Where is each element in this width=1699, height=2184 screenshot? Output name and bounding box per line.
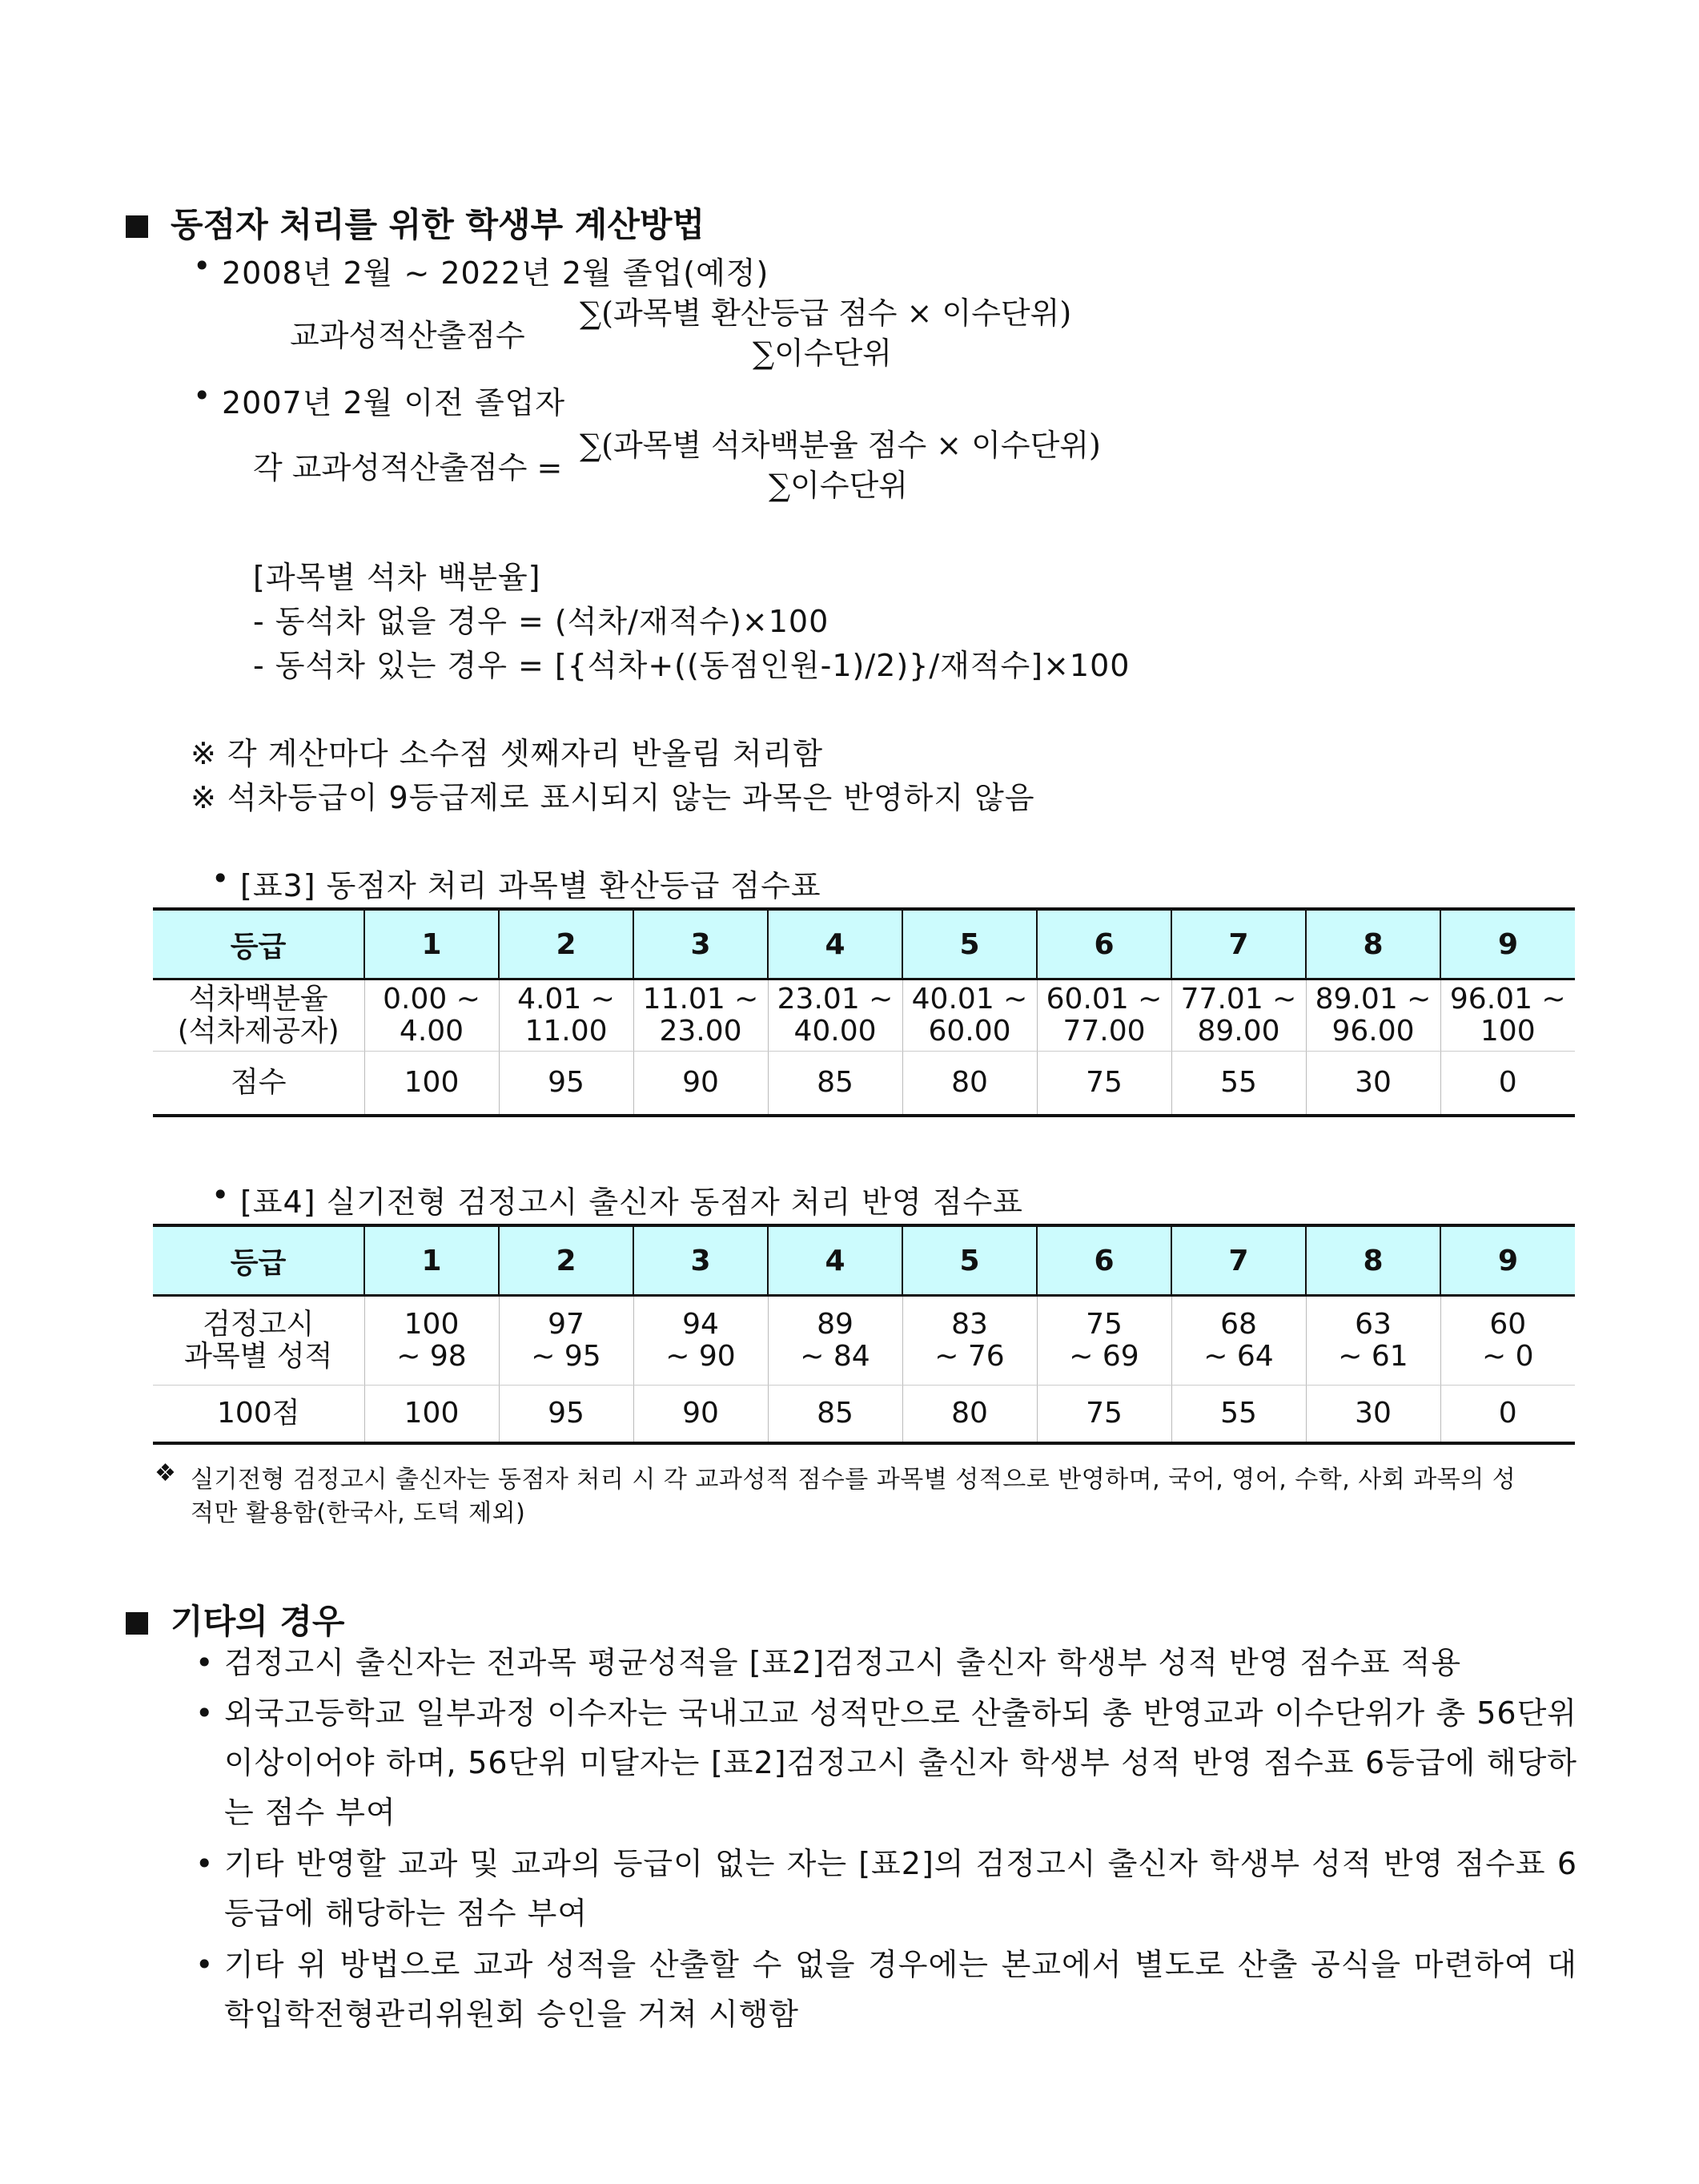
table-row bbox=[153, 979, 1575, 1052]
diamond-note-icon: ❖ bbox=[155, 1459, 176, 1487]
header-cell: 8 bbox=[1306, 1225, 1440, 1296]
header-cell: 3 bbox=[633, 909, 768, 979]
bullet-graduates-2008-2022: • 2008년 2월 ~ 2022년 2월 졸업(예정) bbox=[222, 248, 769, 292]
percentile-case-no-tie: - 동석차 없을 경우 = (석차/재적수)×100 bbox=[253, 604, 829, 639]
percentile-case-tie: - 동석차 있는 경우 = [{석차+((동점인원-1)/2)}/재적수]×100 bbox=[253, 648, 1131, 683]
table-cell: 30 bbox=[1306, 1386, 1440, 1443]
row-label: 석차백분율 (석차제공자) bbox=[153, 979, 364, 1052]
header-cell: 2 bbox=[499, 909, 633, 979]
row-label: 점수 bbox=[153, 1052, 364, 1116]
bullet-graduates-before-2007: • 2007년 2월 이전 졸업자 bbox=[222, 378, 565, 422]
table-cell: 94 ~ 90 bbox=[633, 1296, 768, 1386]
list-item: • 외국고등학교 일부과정 이수자는 국내고교 성적만으로 산출하되 총 반영교과 이수단위가 총 56단위 이상이어야 하며, 56단위 미달자는 [표2]검정고시 출신자 학생부 성적 반영 점수표 6등급에 해당하는 점수 부여 bbox=[224, 1688, 1577, 1837]
table-cell: 30 bbox=[1306, 1052, 1440, 1116]
header-cell: 1 bbox=[364, 909, 499, 979]
table-header-row bbox=[153, 1225, 1575, 1296]
header-cell: 2 bbox=[499, 1225, 633, 1296]
table-header-row bbox=[153, 909, 1575, 979]
table-row bbox=[153, 1052, 1575, 1116]
table-cell: 4.01 ~ 11.00 bbox=[499, 979, 633, 1052]
header-cell: 4 bbox=[768, 909, 902, 979]
section-title-other-cases: 기타의 경우 bbox=[126, 1595, 344, 1643]
table-cell: 40.01 ~ 60.00 bbox=[902, 979, 1037, 1052]
table-row bbox=[153, 1386, 1575, 1443]
formula1-lhs: 교과성적산출점수 bbox=[290, 318, 525, 353]
header-cell: 등급 bbox=[153, 909, 364, 979]
header-cell: 9 bbox=[1440, 909, 1575, 979]
formula2-denominator: ∑이수단위 bbox=[769, 468, 908, 503]
table-cell: 89.01 ~ 96.00 bbox=[1306, 979, 1440, 1052]
table-cell: 96.01 ~ 100 bbox=[1440, 979, 1575, 1052]
table-cell: 75 ~ 69 bbox=[1037, 1296, 1171, 1386]
table3-grade-score bbox=[153, 907, 1575, 1117]
table-cell: 55 bbox=[1171, 1052, 1306, 1116]
square-bullet-icon bbox=[126, 1612, 148, 1635]
table-cell: 68 ~ 64 bbox=[1171, 1296, 1306, 1386]
list-item: • 검정고시 출신자는 전과목 평균성적을 [표2]검정고시 출신자 학생부 성적 반영 점수표 적용 bbox=[224, 1638, 1577, 1687]
table-cell: 83 ~ 76 bbox=[902, 1296, 1037, 1386]
table-cell: 60.01 ~ 77.00 bbox=[1037, 979, 1171, 1052]
formula2-numerator: ∑(과목별 석차백분율 점수 × 이수단위) bbox=[580, 428, 1101, 463]
list-item: • 기타 반영할 교과 및 교과의 등급이 없는 자는 [표2]의 검정고시 출신자 학생부 성적 반영 점수표 6등급에 해당하는 점수 부여 bbox=[224, 1839, 1577, 1938]
table-cell: 97 ~ 95 bbox=[499, 1296, 633, 1386]
header-cell: 8 bbox=[1306, 909, 1440, 979]
table-cell: 80 bbox=[902, 1386, 1037, 1443]
table4-note-line1: 실기전형 검정고시 출신자는 동점자 처리 시 각 교과성적 점수를 과목별 성적으로 반영하며, 국어, 영어, 수학, 사회 과목의 성 bbox=[191, 1466, 1516, 1494]
row-label: 100점 bbox=[153, 1386, 364, 1443]
header-cell: 9 bbox=[1440, 1225, 1575, 1296]
table4-note-line2: 적만 활용함(한국사, 도덕 제외) bbox=[191, 1499, 526, 1527]
header-cell: 3 bbox=[633, 1225, 768, 1296]
table-cell: 85 bbox=[768, 1052, 902, 1116]
table-cell: 75 bbox=[1037, 1052, 1171, 1116]
header-cell: 등급 bbox=[153, 1225, 364, 1296]
header-cell: 5 bbox=[902, 1225, 1037, 1296]
table-cell: 55 bbox=[1171, 1386, 1306, 1443]
row-label: 검정고시 과목별 성적 bbox=[153, 1296, 364, 1386]
header-cell: 5 bbox=[902, 909, 1037, 979]
table-cell: 89 ~ 84 bbox=[768, 1296, 902, 1386]
header-cell: 7 bbox=[1171, 1225, 1306, 1296]
header-cell: 7 bbox=[1171, 909, 1306, 979]
note-non-9-grade: ※ 석차등급이 9등급제로 표시되지 않는 과목은 반영하지 않음 bbox=[191, 780, 1035, 815]
table-cell: 77.01 ~ 89.00 bbox=[1171, 979, 1306, 1052]
formula1-denominator: ∑이수단위 bbox=[753, 336, 892, 371]
table-cell: 11.01 ~ 23.00 bbox=[633, 979, 768, 1052]
table-cell: 100 ~ 98 bbox=[364, 1296, 499, 1386]
note-rounding: ※ 각 계산마다 소수점 셋째자리 반올림 처리함 bbox=[191, 736, 824, 771]
table4-geomjeong-score bbox=[153, 1224, 1575, 1445]
table-cell: 0 bbox=[1440, 1386, 1575, 1443]
header-cell: 1 bbox=[364, 1225, 499, 1296]
list-item: • 기타 위 방법으로 교과 성적을 산출할 수 없을 경우에는 본교에서 별도로 산출 공식을 마련하여 대학입학전형관리위원회 승인을 거쳐 시행함 bbox=[224, 1940, 1577, 2039]
header-cell: 4 bbox=[768, 1225, 902, 1296]
table-cell: 0.00 ~ 4.00 bbox=[364, 979, 499, 1052]
table-cell: 60 ~ 0 bbox=[1440, 1296, 1575, 1386]
table3-caption: • [표3] 동점자 처리 과목별 환산등급 점수표 bbox=[240, 861, 821, 905]
table-cell: 95 bbox=[499, 1052, 633, 1116]
table-cell: 90 bbox=[633, 1386, 768, 1443]
table-cell: 80 bbox=[902, 1052, 1037, 1116]
table-cell: 0 bbox=[1440, 1052, 1575, 1116]
table-cell: 75 bbox=[1037, 1386, 1171, 1443]
table4-caption: • [표4] 실기전형 검정고시 출신자 동점자 처리 반영 점수표 bbox=[240, 1177, 1023, 1221]
formula2-lhs: 각 교과성적산출점수 = bbox=[253, 450, 563, 485]
table-cell: 63 ~ 61 bbox=[1306, 1296, 1440, 1386]
table-cell: 95 bbox=[499, 1386, 633, 1443]
table-cell: 23.01 ~ 40.00 bbox=[768, 979, 902, 1052]
table-cell: 100 bbox=[364, 1386, 499, 1443]
formula1-numerator: ∑(과목별 환산등급 점수 × 이수단위) bbox=[580, 296, 1072, 331]
table-cell: 100 bbox=[364, 1052, 499, 1116]
table-cell: 90 bbox=[633, 1052, 768, 1116]
table-cell: 85 bbox=[768, 1386, 902, 1443]
square-bullet-icon bbox=[126, 215, 148, 238]
header-cell: 6 bbox=[1037, 909, 1171, 979]
section-title-tiebreak: 동점자 처리를 위한 학생부 계산방법 bbox=[126, 199, 705, 247]
percentile-heading: [과목별 석차 백분율] bbox=[253, 560, 541, 595]
header-cell: 6 bbox=[1037, 1225, 1171, 1296]
table-row bbox=[153, 1296, 1575, 1386]
